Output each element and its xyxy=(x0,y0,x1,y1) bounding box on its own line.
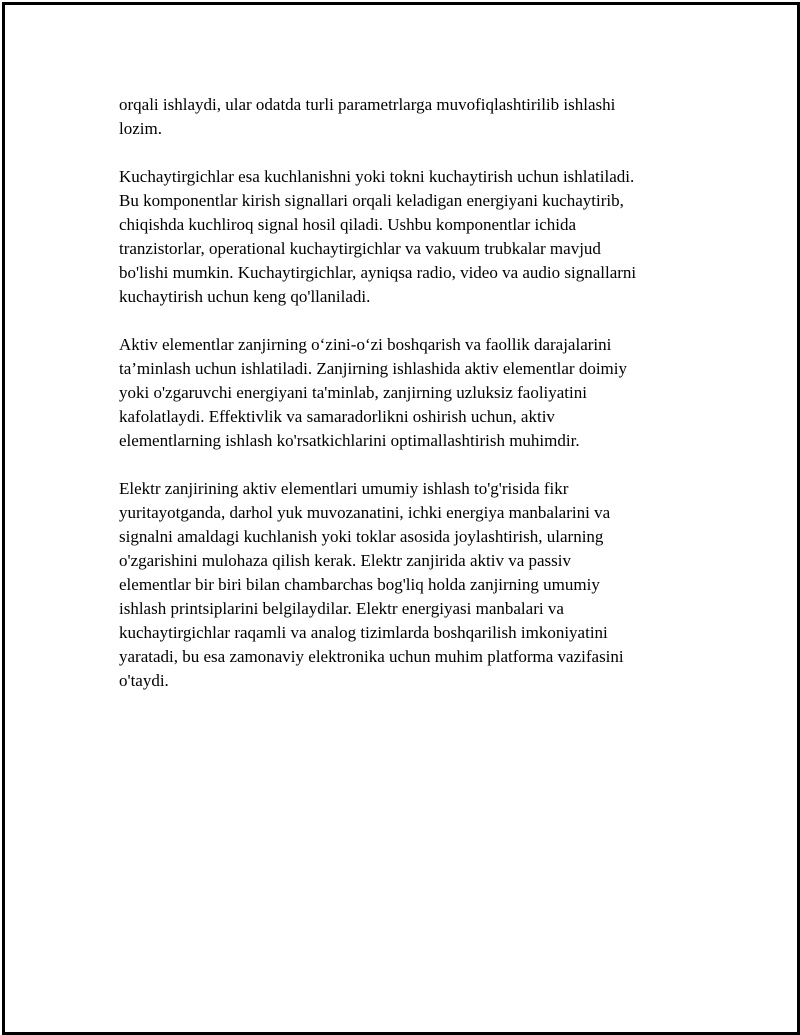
paragraph-4: Elektr zanjirining aktiv elementlari umumiy ishlash to'g'risida fikr yuritayotganda, darhol yuk muvozanatini, ichki energiya manbalarini va signalni amaldagi kuchlanish yoki toklar asosida joylashtirish, ularning o'zgarishini mulohaza qilish kerak. Elektr zanjirida aktiv va passiv elementlar bir biri bilan chambarchas bog'liq holda zanjirning umumiy ishlash printsiplarini belgilaydilar. Elektr energiyasi manbalari va kuchaytirgichlar raqamli va analog tizimlarda boshqarilish imkoniyatini yaratadi, bu esa zamonaviy elektronika uchun muhim platforma vazifasini o'taydi. xyxy=(119,479,624,690)
paragraph-1: orqali ishlaydi, ular odatda turli parametrlarga muvofiqlashtirilib ishlashi lozim. xyxy=(119,95,616,138)
page-frame xyxy=(2,2,800,1035)
paragraph-3: Aktiv elementlar zanjirning o‘zini-o‘zi boshqarish va faollik darajalarini ta’minlash uchun ishlatiladi. Zanjirning ishlashida aktiv elementlar doimiy yoki o'zgaruvchi energiyani ta'minlab, zanjirning uzluksiz faoliyatini kafolatlaydi. Effektivlik va samaradorlikni oshirish uchun, aktiv elementlarning ishlash ko'rsatkichlarini optimallashtirish muhimdir. xyxy=(119,335,627,450)
page-body xyxy=(119,93,699,717)
paragraph-2: Kuchaytirgichlar esa kuchlanishni yoki tokni kuchaytirish uchun ishlatiladi. Bu komponentlar kirish signallari orqali keladigan energiyani kuchaytirib, chiqishda kuchliroq signal hosil qiladi. Ushbu komponentlar ichida tranzistorlar, operational kuchaytirgichlar va vakuum trubkalar mavjud bo'lishi mumkin. Kuchaytirgichlar, ayniqsa radio, video va audio signallarni kuchaytirish uchun keng qo'llaniladi. xyxy=(119,167,637,306)
